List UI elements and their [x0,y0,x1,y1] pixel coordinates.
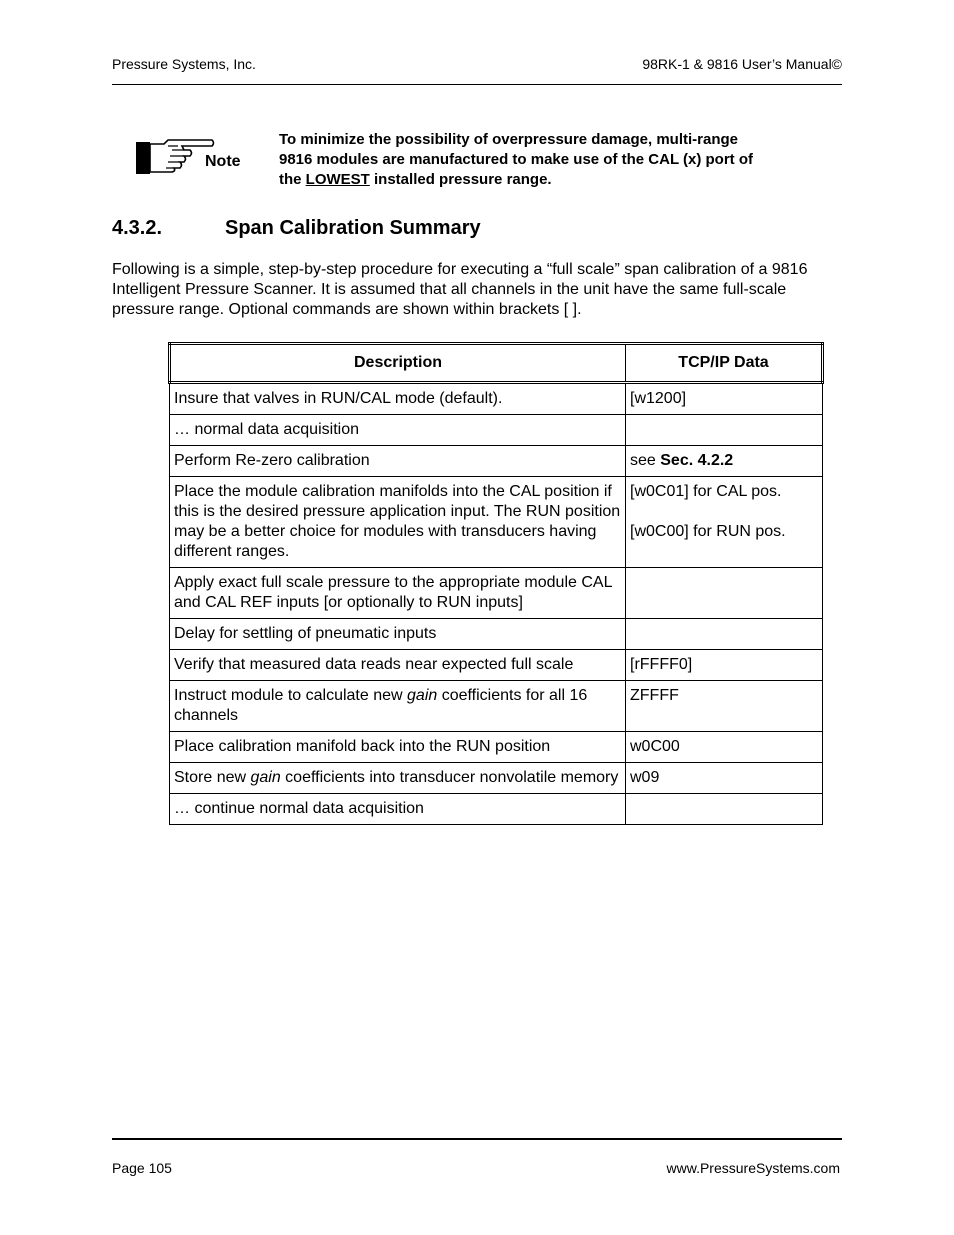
row-description: Verify that measured data reads near expected full scale [170,650,626,681]
intro-paragraph: Following is a simple, step-by-step procedure for executing a “full scale” span calibration of a 9816 Intelligent Pressure Scanner. It is assumed that all channels in the unit have the same full-scale pressure range. Optional commands are shown within brackets [ ]. [112,261,808,318]
row-description: Apply exact full scale pressure to the appropriate module CAL and CAL REF inputs [or optionally to RUN inputs] [170,568,626,619]
row-data: see Sec. 4.2.2 [626,446,823,477]
pointing-hand-icon [134,134,216,176]
note-line-2: 9816 modules are manufactured to make use of the CAL (x) port of [279,151,753,168]
row-description: Instruct module to calculate new gain coefficients for all 16 channels [170,681,626,732]
column-header-tcpip-data: TCP/IP Data [626,344,823,383]
row-description: Perform Re-zero calibration [170,446,626,477]
row-description: … normal data acquisition [170,415,626,446]
row-description: Place the module calibration manifolds into the CAL position if this is the desired pressure application input. The RUN position may be a better choice for modules with transducers having different ranges. [170,477,626,568]
row-description: Delay for settling of pneumatic inputs [170,619,626,650]
table-row [170,477,823,568]
section-title: Span Calibration Summary [225,217,481,239]
table-row [170,763,823,794]
table-row [170,619,823,650]
table-header-row [170,344,823,383]
table-row [170,568,823,619]
header-rule [112,84,842,85]
row-data [626,794,823,825]
header-manual-title: 98RK-1 & 9816 User’s Manual© [642,56,842,72]
table-row [170,383,823,415]
header-company: Pressure Systems, Inc. [112,56,256,72]
website-url: www.PressureSystems.com [666,1160,840,1176]
note-text [279,130,839,190]
row-description: … continue normal data acquisition [170,794,626,825]
row-description: Store new gain coefficients into transducer nonvolatile memory [170,763,626,794]
row-data [626,619,823,650]
table-row [170,794,823,825]
column-header-description: Description [170,344,626,383]
procedure-table [168,342,824,825]
note-label: Note [205,153,241,170]
row-description: Insure that valves in RUN/CAL mode (default). [170,383,626,415]
footer-rule [112,1138,842,1140]
section-number: 4.3.2. [112,217,163,239]
row-data: w09 [626,763,823,794]
row-data: [w0C01] for CAL pos. [w0C00] for RUN pos. [626,477,823,568]
note-line-1: To minimize the possibility of overpressure damage, multi-range [279,131,738,148]
row-description: Place calibration manifold back into the RUN position [170,732,626,763]
row-data [626,415,823,446]
table-row [170,446,823,477]
page-number: Page 105 [112,1160,172,1176]
row-data: [w1200] [626,383,823,415]
row-data: ZFFFF [626,681,823,732]
section-reference: Sec. 4.2.2 [660,452,734,469]
row-data: w0C00 [626,732,823,763]
table-row [170,650,823,681]
table-row [170,681,823,732]
row-data [626,568,823,619]
note-line-3: the LOWEST installed pressure range. [279,171,552,188]
table-row [170,415,823,446]
table-row [170,732,823,763]
note-emphasis: LOWEST [305,171,370,188]
row-data: [rFFFF0] [626,650,823,681]
